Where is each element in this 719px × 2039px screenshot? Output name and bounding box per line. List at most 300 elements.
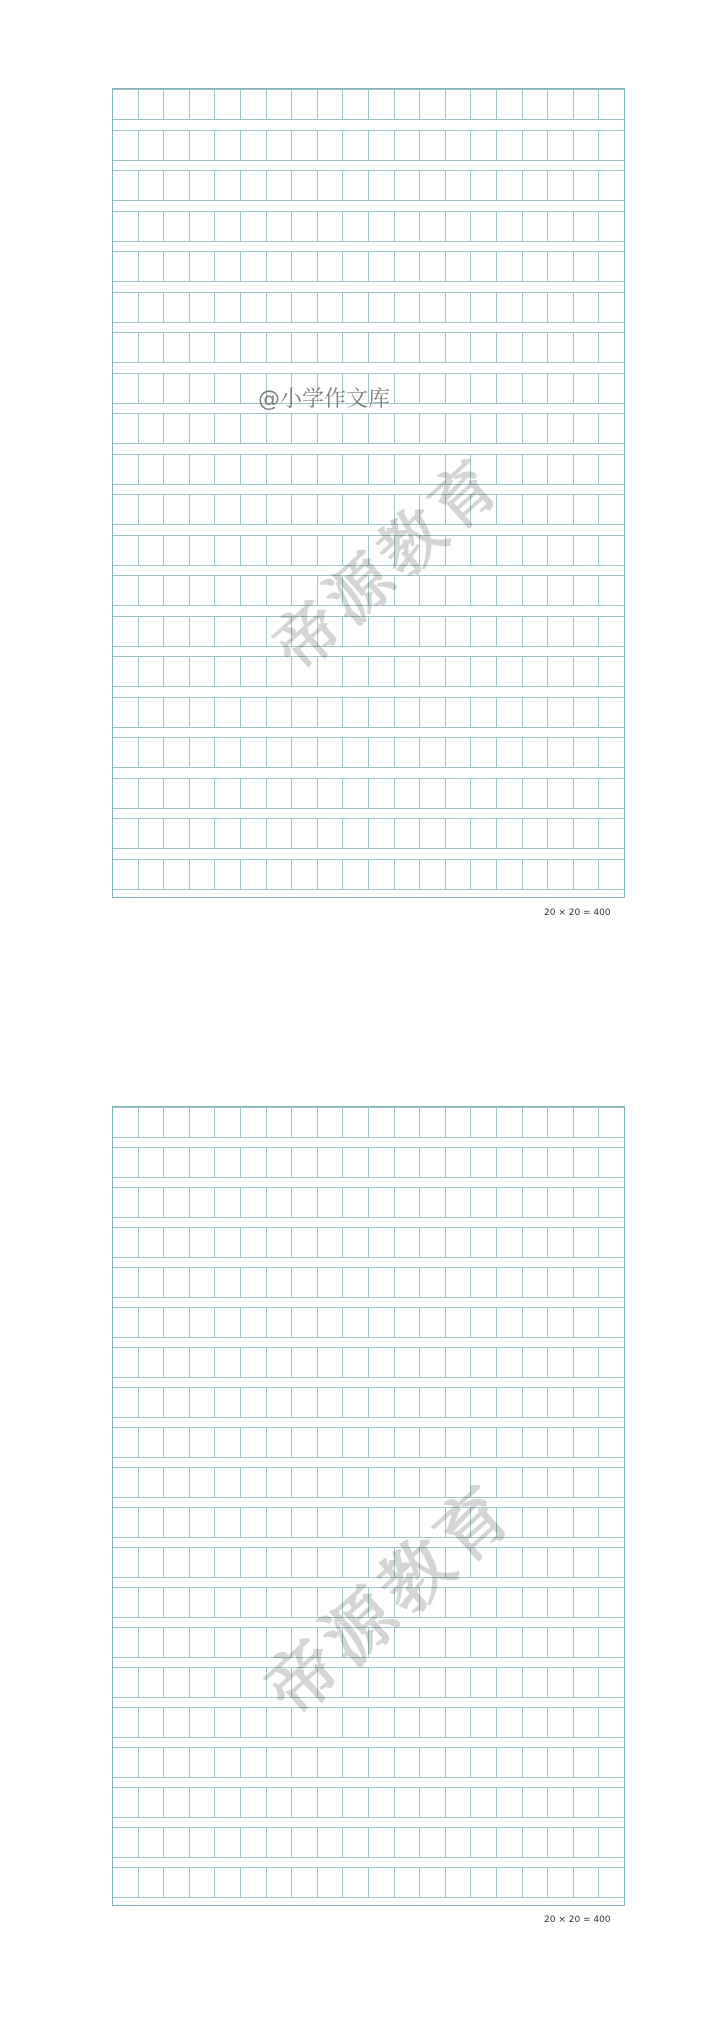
grid-cell (420, 1467, 446, 1497)
grid-cell (471, 1547, 497, 1577)
grid-cell (190, 1787, 216, 1817)
grid-cell (497, 454, 523, 484)
grid-cell (395, 1227, 421, 1257)
grid-cell (574, 818, 600, 848)
grid-cell (343, 494, 369, 524)
grid-cell (241, 1667, 267, 1697)
grid-cell (471, 1787, 497, 1817)
grid-cell (446, 1187, 472, 1217)
grid-cell (599, 1787, 624, 1817)
grid-cell (574, 616, 600, 646)
grid-row (113, 494, 624, 524)
grid-cell (113, 535, 139, 565)
grid-cell (139, 737, 165, 767)
grid-cell (292, 656, 318, 686)
grid-cell (574, 413, 600, 443)
grid-cell (420, 737, 446, 767)
grid-cell (292, 1107, 318, 1137)
grid-cell (446, 1507, 472, 1537)
grid-cell (548, 1427, 574, 1457)
grid-cell (446, 535, 472, 565)
grid-cell (446, 89, 472, 119)
grid-cell (113, 1827, 139, 1857)
grid-cell (113, 1547, 139, 1577)
grid-cell (548, 535, 574, 565)
grid-cell (497, 778, 523, 808)
grid-cell (574, 778, 600, 808)
grid-cell (395, 818, 421, 848)
grid-cell (523, 1467, 549, 1497)
grid-cell (190, 778, 216, 808)
grid-cell (164, 373, 190, 403)
grid-cell (548, 1867, 574, 1897)
grid-cell (215, 1107, 241, 1137)
grid-cell (139, 170, 165, 200)
grid-cell (241, 170, 267, 200)
grid-cell (548, 170, 574, 200)
grid-cell (446, 413, 472, 443)
grid-cell (241, 1627, 267, 1657)
grid-cell (113, 292, 139, 322)
grid-cell (241, 1787, 267, 1817)
grid-row (113, 1787, 624, 1817)
grid-line (113, 241, 624, 242)
grid-cell (267, 130, 293, 160)
grid-cell (164, 1547, 190, 1577)
grid-cell (497, 1787, 523, 1817)
grid-line (113, 1427, 624, 1428)
grid-cell (292, 1147, 318, 1177)
grid-cell (139, 1587, 165, 1617)
grid-cell (574, 494, 600, 524)
grid-cell (267, 656, 293, 686)
grid-cell (420, 859, 446, 889)
grid-cell (241, 1347, 267, 1377)
grid-cell (164, 1587, 190, 1617)
grid-cell (471, 535, 497, 565)
grid-cell (215, 1307, 241, 1337)
grid-cell (113, 1227, 139, 1257)
grid-cell (190, 1187, 216, 1217)
grid-cell (523, 89, 549, 119)
grid-cell (471, 1307, 497, 1337)
grid-cell (548, 89, 574, 119)
grid-cell (574, 292, 600, 322)
grid-cell (164, 778, 190, 808)
grid-cell (139, 454, 165, 484)
grid-cell (215, 251, 241, 281)
grid-cell (343, 1107, 369, 1137)
grid-cell (523, 170, 549, 200)
grid-cell (241, 1187, 267, 1217)
grid-cell (420, 130, 446, 160)
grid-cell (369, 251, 395, 281)
grid-cell (548, 575, 574, 605)
grid-cell (139, 859, 165, 889)
grid-cell (190, 616, 216, 646)
grid-cell (292, 211, 318, 241)
grid-cell (318, 130, 344, 160)
grid-cell (548, 1627, 574, 1657)
grid-cell (548, 1707, 574, 1737)
grid-row (113, 130, 624, 160)
grid-cell (241, 1467, 267, 1497)
essay-sheet-page-1 (112, 88, 625, 898)
grid-cell (471, 1867, 497, 1897)
grid-cell (420, 1587, 446, 1617)
grid-cell (139, 494, 165, 524)
grid-cell (113, 778, 139, 808)
grid-cell (164, 454, 190, 484)
grid-cell (471, 1187, 497, 1217)
grid-cell (497, 373, 523, 403)
grid-line (113, 535, 624, 536)
grid-cell (190, 170, 216, 200)
grid-cell (574, 89, 600, 119)
grid-cell (446, 1227, 472, 1257)
grid-cell (548, 211, 574, 241)
grid-cell (190, 1827, 216, 1857)
grid-cell (139, 1667, 165, 1697)
grid-cell (164, 1707, 190, 1737)
grid-cell (395, 373, 421, 403)
grid-cell (190, 494, 216, 524)
grid-cell (574, 1387, 600, 1417)
grid-cell (599, 1507, 624, 1537)
grid-cell (318, 1467, 344, 1497)
grid-cell (343, 89, 369, 119)
grid-cell (190, 1227, 216, 1257)
grid-cell (599, 1867, 624, 1897)
grid-cell (497, 1467, 523, 1497)
grid-row (113, 1867, 624, 1897)
grid-line (113, 1787, 624, 1788)
grid-cell (497, 1867, 523, 1897)
grid-cell (164, 332, 190, 362)
grid-cell (215, 697, 241, 727)
grid-cell (369, 1147, 395, 1177)
grid-cell (497, 1707, 523, 1737)
grid-cell (574, 1547, 600, 1577)
grid-cell (267, 1387, 293, 1417)
grid-line (113, 1627, 624, 1628)
grid-cell (446, 251, 472, 281)
grid-cell (548, 1827, 574, 1857)
grid-cell (139, 373, 165, 403)
grid-line (113, 119, 624, 120)
grid-cell (343, 332, 369, 362)
grid-cell (113, 170, 139, 200)
grid-cell (497, 332, 523, 362)
grid-cell (113, 413, 139, 443)
grid-cell (446, 1387, 472, 1417)
grid-cell (190, 1267, 216, 1297)
grid-cell (190, 1107, 216, 1137)
grid-cell (599, 454, 624, 484)
grid-line (113, 1147, 624, 1148)
grid-cell (241, 130, 267, 160)
grid-cell (446, 170, 472, 200)
grid-cell (318, 656, 344, 686)
grid-cell (446, 1107, 472, 1137)
grid-cell (241, 778, 267, 808)
grid-cell (523, 332, 549, 362)
grid-cell (599, 1707, 624, 1737)
grid-cell (574, 1187, 600, 1217)
grid-cell (215, 656, 241, 686)
grid-cell (318, 1187, 344, 1217)
grid-cell (164, 413, 190, 443)
grid-cell (215, 1187, 241, 1217)
grid-cell (139, 1467, 165, 1497)
grid-line (113, 1177, 624, 1178)
grid-cell (113, 332, 139, 362)
grid-cell (574, 697, 600, 727)
grid-cell (523, 818, 549, 848)
grid-cell (139, 1827, 165, 1857)
grid-cell (164, 1747, 190, 1777)
grid-cell (164, 1627, 190, 1657)
grid-cell (471, 251, 497, 281)
grid-cell (292, 818, 318, 848)
grid-cell (139, 1307, 165, 1337)
grid-cell (241, 1547, 267, 1577)
grid-cell (369, 1547, 395, 1577)
grid-cell (599, 413, 624, 443)
grid-cell (446, 575, 472, 605)
grid-cell (523, 1387, 549, 1417)
grid-cell (446, 737, 472, 767)
grid-cell (267, 211, 293, 241)
grid-cell (369, 413, 395, 443)
grid-cell (599, 251, 624, 281)
grid-cell (523, 1427, 549, 1457)
grid-cell (139, 1107, 165, 1137)
grid-cell (292, 1867, 318, 1897)
grid-row (113, 1227, 624, 1257)
grid-cell (318, 1227, 344, 1257)
grid-cell (164, 1187, 190, 1217)
grid-cell (395, 656, 421, 686)
grid-cell (395, 1547, 421, 1577)
grid-cell (241, 413, 267, 443)
grid-cell (446, 1147, 472, 1177)
grid-cell (548, 1587, 574, 1617)
grid-cell (139, 89, 165, 119)
grid-cell (164, 1667, 190, 1697)
grid-cell (267, 1747, 293, 1777)
grid-cell (241, 1507, 267, 1537)
grid-cell (420, 1747, 446, 1777)
grid-cell (318, 413, 344, 443)
grid-row (113, 1427, 624, 1457)
grid-cell (139, 1627, 165, 1657)
grid-cell (164, 697, 190, 727)
grid-cell (369, 1107, 395, 1137)
grid-cell (599, 859, 624, 889)
grid-cell (548, 778, 574, 808)
grid-line (113, 1137, 624, 1138)
grid-cell (369, 170, 395, 200)
grid-cell (574, 1307, 600, 1337)
grid-line (113, 1507, 624, 1508)
grid-cell (190, 1307, 216, 1337)
grid-cell (215, 1427, 241, 1457)
grid-cell (420, 1307, 446, 1337)
grid-cell (369, 454, 395, 484)
grid-cell (267, 1707, 293, 1737)
grid-cell (241, 1867, 267, 1897)
grid-line (113, 1347, 624, 1348)
grid-cell (139, 1427, 165, 1457)
grid-cell (190, 1427, 216, 1457)
grid-cell (318, 778, 344, 808)
grid-cell (215, 1587, 241, 1617)
grid-row (113, 1267, 624, 1297)
grid-line (113, 808, 624, 809)
grid-cell (318, 494, 344, 524)
grid-cell (190, 251, 216, 281)
grid-cell (599, 130, 624, 160)
grid-cell (395, 535, 421, 565)
grid-cell (215, 1747, 241, 1777)
grid-cell (420, 1707, 446, 1737)
grid-cell (318, 1547, 344, 1577)
grid-line (113, 1187, 624, 1188)
grid-cell (574, 1427, 600, 1457)
grid-cell (446, 697, 472, 727)
grid-cell (548, 1547, 574, 1577)
grid-cell (497, 251, 523, 281)
grid-cell (292, 1787, 318, 1817)
grid-cell (113, 1627, 139, 1657)
grid-cell (599, 737, 624, 767)
grid-cell (267, 494, 293, 524)
grid-line (113, 889, 624, 890)
grid-cell (343, 859, 369, 889)
grid-cell (139, 251, 165, 281)
grid-cell (471, 1227, 497, 1257)
grid-cell (548, 373, 574, 403)
grid-cell (420, 494, 446, 524)
grid-cell (574, 737, 600, 767)
grid-line (113, 656, 624, 657)
grid-row (113, 251, 624, 281)
grid-row (113, 778, 624, 808)
grid-cell (318, 251, 344, 281)
grid-cell (343, 1387, 369, 1417)
grid-line (113, 494, 624, 495)
grid-cell (471, 89, 497, 119)
grid-cell (343, 1627, 369, 1657)
grid-row (113, 656, 624, 686)
grid-line (113, 1377, 624, 1378)
grid-cell (420, 1267, 446, 1297)
grid-cell (369, 332, 395, 362)
grid-cell (497, 859, 523, 889)
grid-cell (446, 1707, 472, 1737)
grid-cell (164, 170, 190, 200)
grid-cell (599, 494, 624, 524)
grid-cell (190, 1667, 216, 1697)
grid-cell (215, 170, 241, 200)
grid-cell (113, 251, 139, 281)
grid-cell (548, 818, 574, 848)
grid-cell (548, 1147, 574, 1177)
grid-cell (420, 1187, 446, 1217)
grid-cell (164, 211, 190, 241)
grid-cell (343, 1667, 369, 1697)
grid-cell (292, 859, 318, 889)
grid-cell (343, 1827, 369, 1857)
grid-cell (139, 1347, 165, 1377)
grid-line (113, 211, 624, 212)
grid-cell (241, 859, 267, 889)
grid-cell (241, 1227, 267, 1257)
grid-cell (241, 1107, 267, 1137)
grid-cell (190, 1467, 216, 1497)
grid-cell (241, 1147, 267, 1177)
grid-cell (164, 1867, 190, 1897)
grid-cell (343, 251, 369, 281)
grid-cell (599, 697, 624, 727)
grid-cell (420, 1827, 446, 1857)
grid-cell (497, 1347, 523, 1377)
grid-cell (369, 1427, 395, 1457)
grid-cell (215, 1507, 241, 1537)
grid-cell (446, 778, 472, 808)
grid-cell (446, 616, 472, 646)
grid-cell (318, 1587, 344, 1617)
grid-cell (292, 170, 318, 200)
essay-sheet-page-2 (112, 1106, 625, 1906)
grid-cell (369, 1787, 395, 1817)
grid-line (113, 1897, 624, 1898)
grid-cell (497, 737, 523, 767)
grid-cell (318, 211, 344, 241)
grid-line (113, 575, 624, 576)
grid-cell (395, 1787, 421, 1817)
grid-cell (523, 535, 549, 565)
grid-cell (164, 251, 190, 281)
grid-row (113, 1467, 624, 1497)
grid-cell (190, 1627, 216, 1657)
grid-cell (599, 211, 624, 241)
grid-cell (113, 494, 139, 524)
grid-line (113, 322, 624, 323)
grid-cell (190, 1707, 216, 1737)
grid-cell (139, 1507, 165, 1537)
grid-cell (446, 1667, 472, 1697)
grid-cell (343, 292, 369, 322)
grid-line (113, 848, 624, 849)
grid-cell (190, 575, 216, 605)
grid-cell (113, 1667, 139, 1697)
grid-line (113, 1857, 624, 1858)
grid-cell (241, 616, 267, 646)
grid-cell (497, 656, 523, 686)
grid-cell (318, 1267, 344, 1297)
grid-line (113, 778, 624, 779)
grid-cell (113, 818, 139, 848)
grid-row (113, 697, 624, 727)
grid-cell (369, 1667, 395, 1697)
grid-cell (292, 130, 318, 160)
grid-cell (420, 1347, 446, 1377)
grid-cell (318, 454, 344, 484)
grid-line (113, 130, 624, 131)
grid-cell (395, 413, 421, 443)
